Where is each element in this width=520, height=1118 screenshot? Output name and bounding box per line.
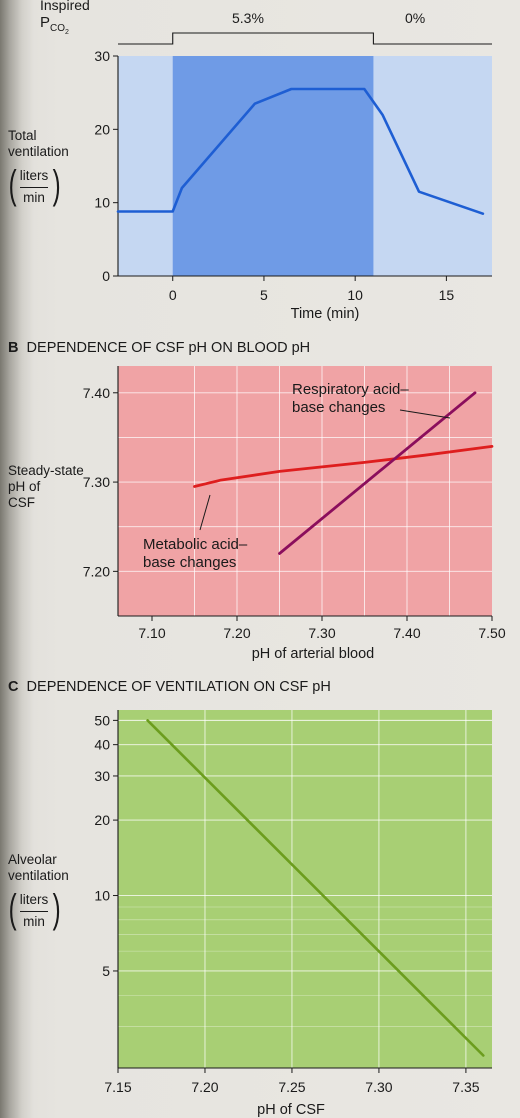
x-axis-title: pH of arterial blood xyxy=(251,646,375,662)
x-tick-label: 7.20 xyxy=(223,625,251,641)
x-tick-label: 7.20 xyxy=(191,1079,219,1095)
panel-a-ylabel-line1: Total xyxy=(8,128,37,143)
x-tick-label: 7.30 xyxy=(308,625,336,641)
x-tick-label: 7.30 xyxy=(365,1079,393,1095)
x-tick-label: 5 xyxy=(260,287,268,303)
y-tick-label: 20 xyxy=(94,121,110,138)
y-tick-label: 50 xyxy=(94,712,110,729)
panel-c-chart xyxy=(94,710,492,1118)
x-tick-label: 7.40 xyxy=(393,625,421,641)
panel-c-ylabel-line1: Alveolar xyxy=(8,852,57,867)
panel-c-yunit-num: liters xyxy=(19,892,49,907)
y-tick-label: 0 xyxy=(102,268,110,284)
panel-a-yunit xyxy=(4,164,64,210)
left-paren-icon: ( xyxy=(8,163,17,207)
metabolic-series-label: Metabolic acid– base changes xyxy=(143,536,248,571)
x-axis-title: pH of CSF xyxy=(257,1102,325,1118)
y-tick-label: 30 xyxy=(94,48,110,64)
fraction-bar xyxy=(20,187,48,188)
x-tick-label: 10 xyxy=(347,287,363,303)
y-tick-label: 5 xyxy=(102,962,110,979)
inspired-co2-step-trace xyxy=(118,33,492,44)
panel-c-yunit xyxy=(4,888,64,934)
x-tick-label: 7.10 xyxy=(138,625,166,641)
y-tick-label: 10 xyxy=(94,194,110,211)
fraction-bar xyxy=(20,911,48,912)
plot-background xyxy=(118,710,492,1068)
panel-a-ylabel-line2: ventilation xyxy=(8,144,69,159)
panel-b-heading: B DEPENDENCE OF CSF pH ON BLOOD pH xyxy=(8,340,311,356)
pco2-label: $P_{CO2}$ xyxy=(40,14,69,36)
panel-a-yunit-den: min xyxy=(23,190,45,205)
right-paren-icon: ) xyxy=(52,163,61,207)
panel-b-ylabel xyxy=(8,463,84,511)
y-tick-label: 7.30 xyxy=(82,474,110,491)
panel-b-ylabel-line1: Steady-state xyxy=(8,463,84,478)
panel-a-ylabel xyxy=(8,128,69,160)
panel-a-chart xyxy=(94,33,492,322)
x-tick-label: 7.15 xyxy=(104,1079,132,1095)
panel-c-heading: C DEPENDENCE OF VENTILATION ON CSF pH xyxy=(8,679,331,695)
x-tick-label: 0 xyxy=(168,287,177,303)
panel-a-yunit-num: liters xyxy=(19,168,49,183)
panel-c-ylabel xyxy=(8,852,69,884)
panel-c-yunit-den: min xyxy=(23,914,45,929)
panel-b-ylabel-line2: pH of xyxy=(8,479,41,494)
x-tick-label: 7.35 xyxy=(452,1079,480,1095)
respiratory-series-label: Respiratory acid– base changes xyxy=(292,381,409,416)
x-tick-label: 7.25 xyxy=(278,1079,306,1095)
x-tick-label: 15 xyxy=(438,287,455,303)
co2-level-off-label: 0% xyxy=(405,10,426,26)
y-tick-label: 20 xyxy=(94,812,110,829)
x-axis-title: Time (min) xyxy=(290,306,360,322)
y-tick-label: 7.20 xyxy=(82,563,110,580)
y-tick-label: 7.40 xyxy=(82,384,110,401)
y-tick-label: 30 xyxy=(94,767,110,784)
co2-level-on-label: 5.3% xyxy=(232,10,264,26)
right-paren-icon: ) xyxy=(52,887,61,931)
x-tick-label: 7.50 xyxy=(478,625,506,641)
panel-c-ylabel-line2: ventilation xyxy=(8,868,69,883)
inspired-label: Inspired xyxy=(40,0,90,13)
panel-b-ylabel-line3: CSF xyxy=(8,495,35,510)
y-tick-label: 10 xyxy=(94,887,110,904)
y-tick-label: 40 xyxy=(94,736,110,753)
left-paren-icon: ( xyxy=(8,887,17,931)
